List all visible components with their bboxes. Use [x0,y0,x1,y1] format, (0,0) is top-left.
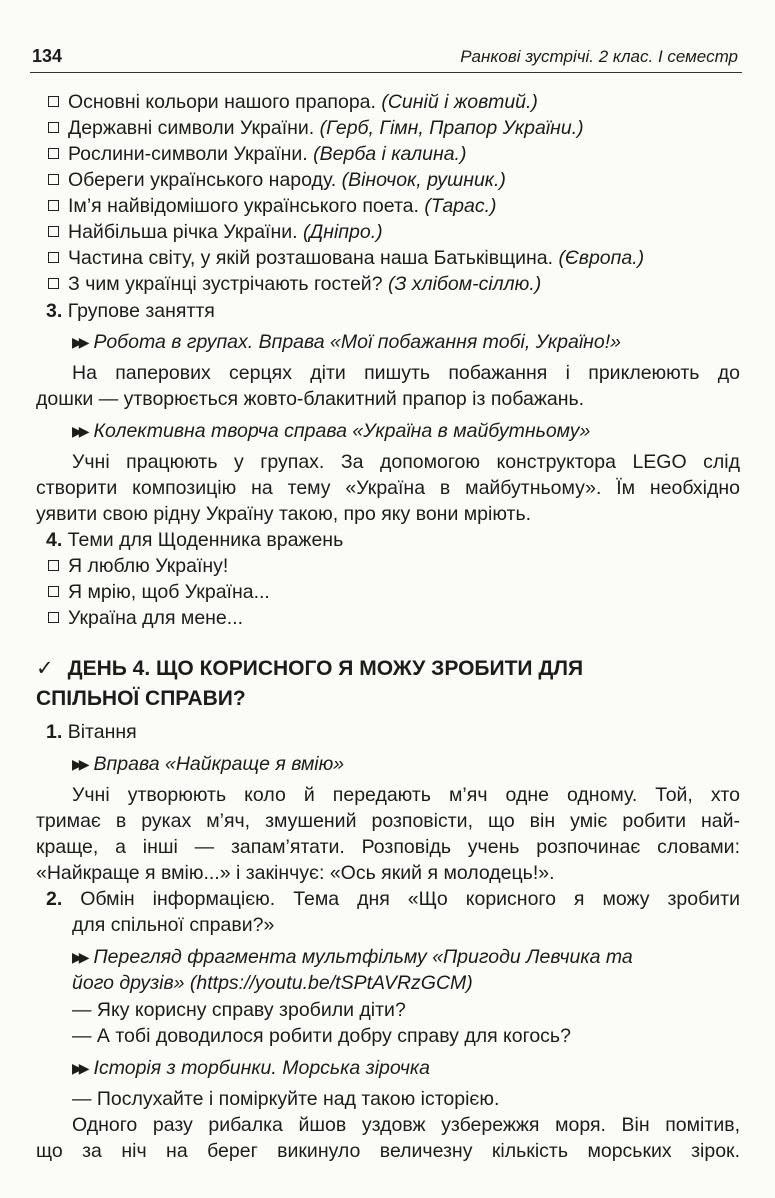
running-title: Ранкові зустрічі. 2 клас. І семестр [460,47,738,66]
day-heading: ✓ ДЕНЬ 4. ЩО КОРИСНОГО Я МОЖУ ЗРОБИТИ ДЛЯ [36,657,584,680]
paragraph-line: Учні працюють у групах. За допомогою конструктора LEGO слід [72,451,740,473]
checkbox-bullet-icon [48,122,59,133]
exercise-title-continued: його друзів» (https://youtu.be/tSPtAVRzGCM) [72,972,473,994]
double-arrow-icon: ▶▶ [72,1060,86,1076]
page-header [30,44,742,73]
paragraph-line: «Найкраще я вмію...» і закінчує: «Ось який я молодець!». [36,862,555,884]
paragraph-line: створити композицію на тему «Україна в майбутньому». Їм необхідно [36,477,740,499]
section-heading: 3. Групове заняття [46,300,215,322]
checkmark-icon: ✓ [36,657,54,680]
exercise-title: ▶▶ Колективна творча справа «Україна в майбутньому» [72,420,591,442]
paragraph-line: що за ніч на берег викинуло величезну кількість морських зірок. [36,1140,740,1162]
exercise-title: ▶▶ Робота в групах. Вправа «Мої побажання тобі, Україно!» [72,331,621,353]
list-item: Я мрію, щоб Україна... [48,579,270,605]
quiz-item: Частина світу, у якій розташована наша Батьківщина. (Європа.) [48,245,644,271]
paragraph-line: — Послухайте і поміркуйте над такою історією. [72,1088,500,1110]
quiz-item: Державні символи України. (Герб, Гімн, Прапор України.) [48,115,584,141]
paragraph-line: уявити свою рідну Україну такою, про яку вони мріють. [36,503,532,525]
double-arrow-icon: ▶▶ [72,756,86,772]
paragraph-line: На паперових серцях діти пишуть побажання і приклеюють до [72,362,740,384]
section-heading: 4. Теми для Щоденника вражень [46,529,344,551]
paragraph-line: дошки — утворюється жовто-блакитний прапор із побажань. [36,388,585,410]
checkbox-bullet-icon [48,226,59,237]
exercise-title: ▶▶ Перегляд фрагмента мультфільму «Пригоди Левчика та [72,946,633,968]
double-arrow-icon: ▶▶ [72,949,86,965]
paragraph-line: краще, а інші — запам’ятати. Розповідь учень розпочинає словами: [36,836,740,858]
quiz-item: Рослини-символи України. (Верба і калина.) [48,141,466,167]
list-item: Я люблю Україну! [48,553,228,579]
exercise-title: ▶▶ Історія з торбинки. Морська зірочка [72,1057,430,1079]
double-arrow-icon: ▶▶ [72,334,86,350]
section-heading: 1. Вітання [46,721,137,743]
checkbox-bullet-icon [48,148,59,159]
double-arrow-icon: ▶▶ [72,423,86,439]
question-line: — А тобі доводилося робити добру справу для когось? [72,1025,571,1047]
checkbox-bullet-icon [48,252,59,263]
paragraph-line: для спільної справи?» [72,914,275,936]
quiz-item: З чим українці зустрічають гостей? (З хлібом-сіллю.) [48,271,541,297]
paragraph-line: Одного разу рибалка йшов уздовж узбережжя моря. Він помітив, [72,1114,740,1136]
section-heading: 2. Обмін інформацією. Тема дня «Що корисного я можу зробити [46,888,740,910]
checkbox-bullet-icon [48,174,59,185]
checkbox-bullet-icon [48,278,59,289]
checkbox-bullet-icon [48,586,59,597]
day-heading-continued: СПІЛЬНОЇ СПРАВИ? [36,687,246,710]
page-number: 134 [32,46,63,66]
paragraph-line: тримає в руках м’яч, змушений розповісти, що він уміє робити най- [36,810,740,832]
list-item: Україна для мене... [48,605,243,631]
quiz-item: Основні кольори нашого прапора. (Синій і жовтий.) [48,89,538,115]
paragraph-line: Учні утворюють коло й передають м’яч одне одному. Той, хто [72,784,740,806]
question-line: — Яку корисну справу зробили діти? [72,999,406,1021]
checkbox-bullet-icon [48,200,59,211]
quiz-item: Ім’я найвідомішого українського поета. (Тарас.) [48,193,497,219]
exercise-title: ▶▶ Вправа «Найкраще я вмію» [72,753,345,775]
checkbox-bullet-icon [48,560,59,571]
checkbox-bullet-icon [48,612,59,623]
quiz-item: Обереги українського народу. (Віночок, рушник.) [48,167,506,193]
quiz-item: Найбільша річка України. (Дніпро.) [48,219,383,245]
checkbox-bullet-icon [48,96,59,107]
